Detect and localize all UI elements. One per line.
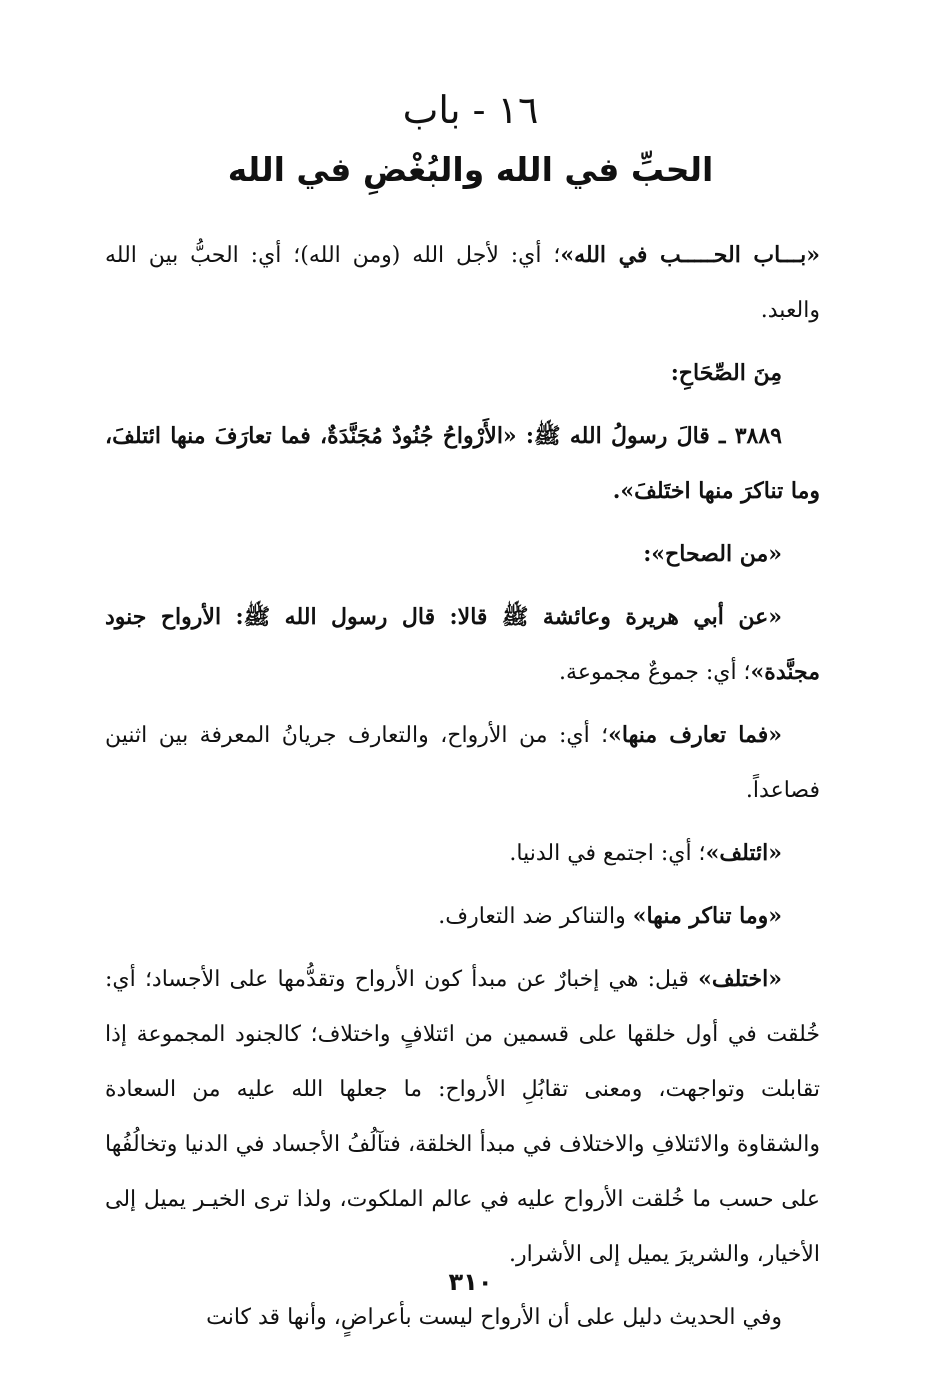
commentary-heading bbox=[105, 527, 820, 582]
paragraph-9-text: قيل: هي إخبارٌ عن مبدأ كون الأرواح وتقدُّمها على الأجساد؛ أي: خُلقت في أول خلقها على قسمين من ائتلافٍ واختلاف؛ كالجنود المجموعة إذا تقابلت وتواجهت، ومعنى تقابُلِ الأرواح: ما جعلها الله عليه من السعادة والشقاوة والائتلافِ والاختلاف في مبدأ الخلقة، فتآلُفُ الأجساد في الدنيا وتخالُفُها على حسب ما خُلقت الأرواح عليه في عالم الملكوت، ولذا ترى الخيـر يميل إلى الأخيار، والشريرَ يميل إلى الأشرار. bbox=[105, 967, 821, 1267]
paragraph-1-bold: «بـــاب الحـــــب في الله» bbox=[560, 242, 820, 268]
hadith-3889 bbox=[105, 409, 820, 519]
chapter-title: الحبِّ في الله والبُغْضِ في الله bbox=[227, 150, 714, 189]
paragraph-10 bbox=[105, 1290, 820, 1345]
paragraph-9 bbox=[105, 952, 820, 1282]
paragraph-8-bold: «وما تناكر منها» bbox=[632, 903, 782, 929]
paragraph-5-text: ؛ أي: جموعٌ مجموعة. bbox=[559, 660, 751, 685]
paragraph-5 bbox=[105, 590, 820, 700]
page-body bbox=[105, 228, 820, 1353]
hadith-3889-text: ٣٨٨٩ ـ قالَ رسولُ الله ﷺ: «الأَرْواحُ جُنُودٌ مُجَنَّدَةٌ، فما تعارَفَ منها ائتلفَ، وما تناكرَ منها اختَلفَ». bbox=[105, 423, 820, 504]
paragraph-7-bold: «ائتلف» bbox=[705, 840, 782, 866]
section-heading bbox=[105, 346, 820, 401]
chapter-number: ١٦ - باب bbox=[402, 88, 539, 132]
paragraph-10-text: وفي الحديث دليل على أن الأرواح ليست بأعراضٍ، وأنها قد كانت bbox=[206, 1305, 782, 1330]
paragraph-9-bold: «اختلف» bbox=[698, 966, 782, 992]
paragraph-8 bbox=[105, 889, 820, 944]
paragraph-1 bbox=[105, 228, 820, 338]
paragraph-1-text: ؛ أي: لأجل الله (ومن الله)؛ أي: الحبُّ بين الله والعبد. bbox=[105, 243, 820, 323]
paragraph-6-text: ؛ أي: من الأرواح، والتعارف جريانُ المعرفة بين اثنين فصاعداً. bbox=[105, 723, 820, 803]
paragraph-8-text: والتناكر ضد التعارف. bbox=[438, 904, 633, 929]
paragraph-7-text: ؛ أي: اجتمع في الدنيا. bbox=[509, 841, 706, 866]
paragraph-6-bold: «فما تعارف منها» bbox=[608, 722, 782, 748]
paragraph-5-bold: «عن أبي هريرة وعائشة ﷺ قالا: قال رسول الله ﷺ: الأرواح جنود مجنَّدة» bbox=[105, 604, 820, 685]
paragraph-6 bbox=[105, 708, 820, 818]
page-number: ٣١٠ bbox=[448, 1268, 493, 1296]
paragraph-7 bbox=[105, 826, 820, 881]
section-heading-text: مِنَ الصِّحَاحِ: bbox=[670, 360, 782, 386]
commentary-heading-text: «من الصحاح»: bbox=[643, 541, 782, 567]
